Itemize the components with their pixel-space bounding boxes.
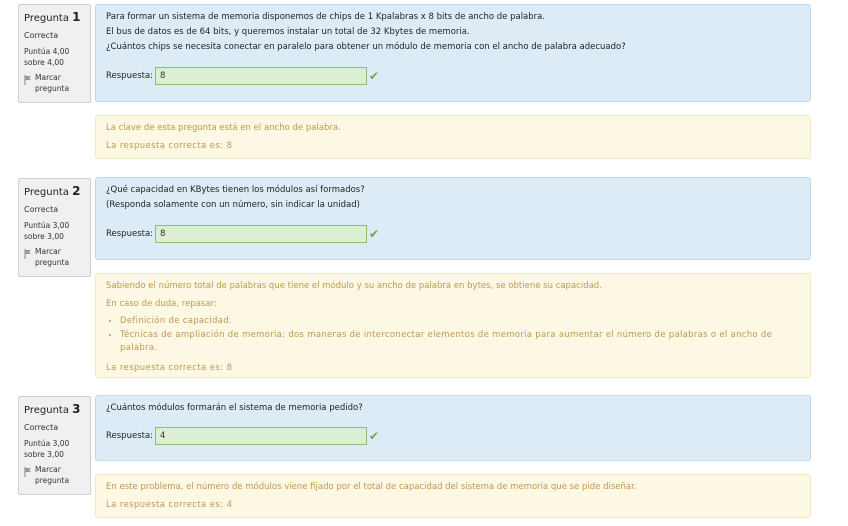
flag-question-link[interactable]: Marcar pregunta xyxy=(24,465,85,486)
question-content xyxy=(95,177,811,260)
flag-icon xyxy=(24,75,32,85)
question-text-line: ¿Cuántos módulos formarán el sistema de memoria pedido? xyxy=(106,403,363,413)
question-title: Pregunta 1 xyxy=(24,10,81,24)
list-item: • Técnicas de ampliación de memoria: dos maneras de interconectar elementos de memoria para aumentar el número de palabras o el ancho de palabra. xyxy=(120,329,800,356)
answer-input[interactable] xyxy=(155,427,367,445)
question-content xyxy=(95,4,811,102)
question-state: Correcta xyxy=(24,31,59,40)
feedback-text: Sabiendo el número total de palabras que tiene el módulo y su ancho de palabra en bytes, se obtiene su capacidad. xyxy=(106,281,602,291)
question-grade: Puntúa 3,00 sobre 3,00 xyxy=(24,439,70,459)
question-info xyxy=(18,178,91,277)
flag-icon xyxy=(24,467,32,477)
question-grade: Puntúa 3,00 sobre 3,00 xyxy=(24,221,70,241)
answer-label: Respuesta: xyxy=(106,70,154,81)
list-item: • Definición de capacidad. xyxy=(120,315,800,329)
feedback-text: La clave de esta pregunta está en el ancho de palabra. xyxy=(106,123,341,133)
question-feedback xyxy=(95,115,811,159)
answer-input[interactable] xyxy=(155,225,367,243)
flag-question-link[interactable]: Marcar pregunta xyxy=(24,73,85,94)
flag-question-link[interactable]: Marcar pregunta xyxy=(24,247,85,268)
answer-input[interactable] xyxy=(155,67,367,85)
question-text-line: ¿Cuántos chips se necesita conectar en paralelo para obtener un módulo de memoria con el ancho de palabra adecuado? xyxy=(106,42,626,53)
question-grade: Puntúa 4,00 sobre 4,00 xyxy=(24,47,70,67)
flag-icon xyxy=(24,249,32,259)
question-title: Pregunta 3 xyxy=(24,402,81,416)
answer-row xyxy=(106,427,379,446)
question-info xyxy=(18,4,91,103)
question-state: Correcta xyxy=(24,423,59,432)
question-text-line: ¿Qué capacidad en KBytes tienen los módulos así formados? xyxy=(106,185,365,195)
check-icon: ✔ xyxy=(369,69,380,83)
question-state: Correcta xyxy=(24,205,59,214)
question-text-line: (Responda solamente con un número, sin indicar la unidad) xyxy=(106,200,360,211)
check-icon: ✔ xyxy=(369,227,380,241)
correct-answer-text: La respuesta correcta es: 4 xyxy=(106,499,233,510)
correct-answer-text: La respuesta correcta es: 8 xyxy=(106,362,233,373)
correct-answer-text: La respuesta correcta es: 8 xyxy=(106,140,233,151)
check-icon: ✔ xyxy=(369,429,380,443)
answer-row xyxy=(106,225,379,244)
question-title: Pregunta 2 xyxy=(24,184,81,198)
question-feedback xyxy=(95,273,811,378)
answer-label: Respuesta: xyxy=(106,430,154,441)
question-content xyxy=(95,395,811,461)
answer-label: Respuesta: xyxy=(106,228,154,239)
question-info xyxy=(18,396,91,495)
feedback-text: En caso de duda, repasar: xyxy=(106,298,217,309)
answer-row xyxy=(106,67,379,86)
feedback-text: En este problema, el número de módulos viene fijado por el total de capacidad del sistema de memoria que se pide diseñar. xyxy=(106,482,637,492)
question-text-line: El bus de datos es de 64 bits, y queremos instalar un total de 32 Kbytes de memoria. xyxy=(106,27,470,38)
feedback-list xyxy=(106,315,800,356)
question-feedback xyxy=(95,474,811,518)
question-text-line: Para formar un sistema de memoria disponemos de chips de 1 Kpalabras x 8 bits de ancho de palabra. xyxy=(106,12,546,22)
